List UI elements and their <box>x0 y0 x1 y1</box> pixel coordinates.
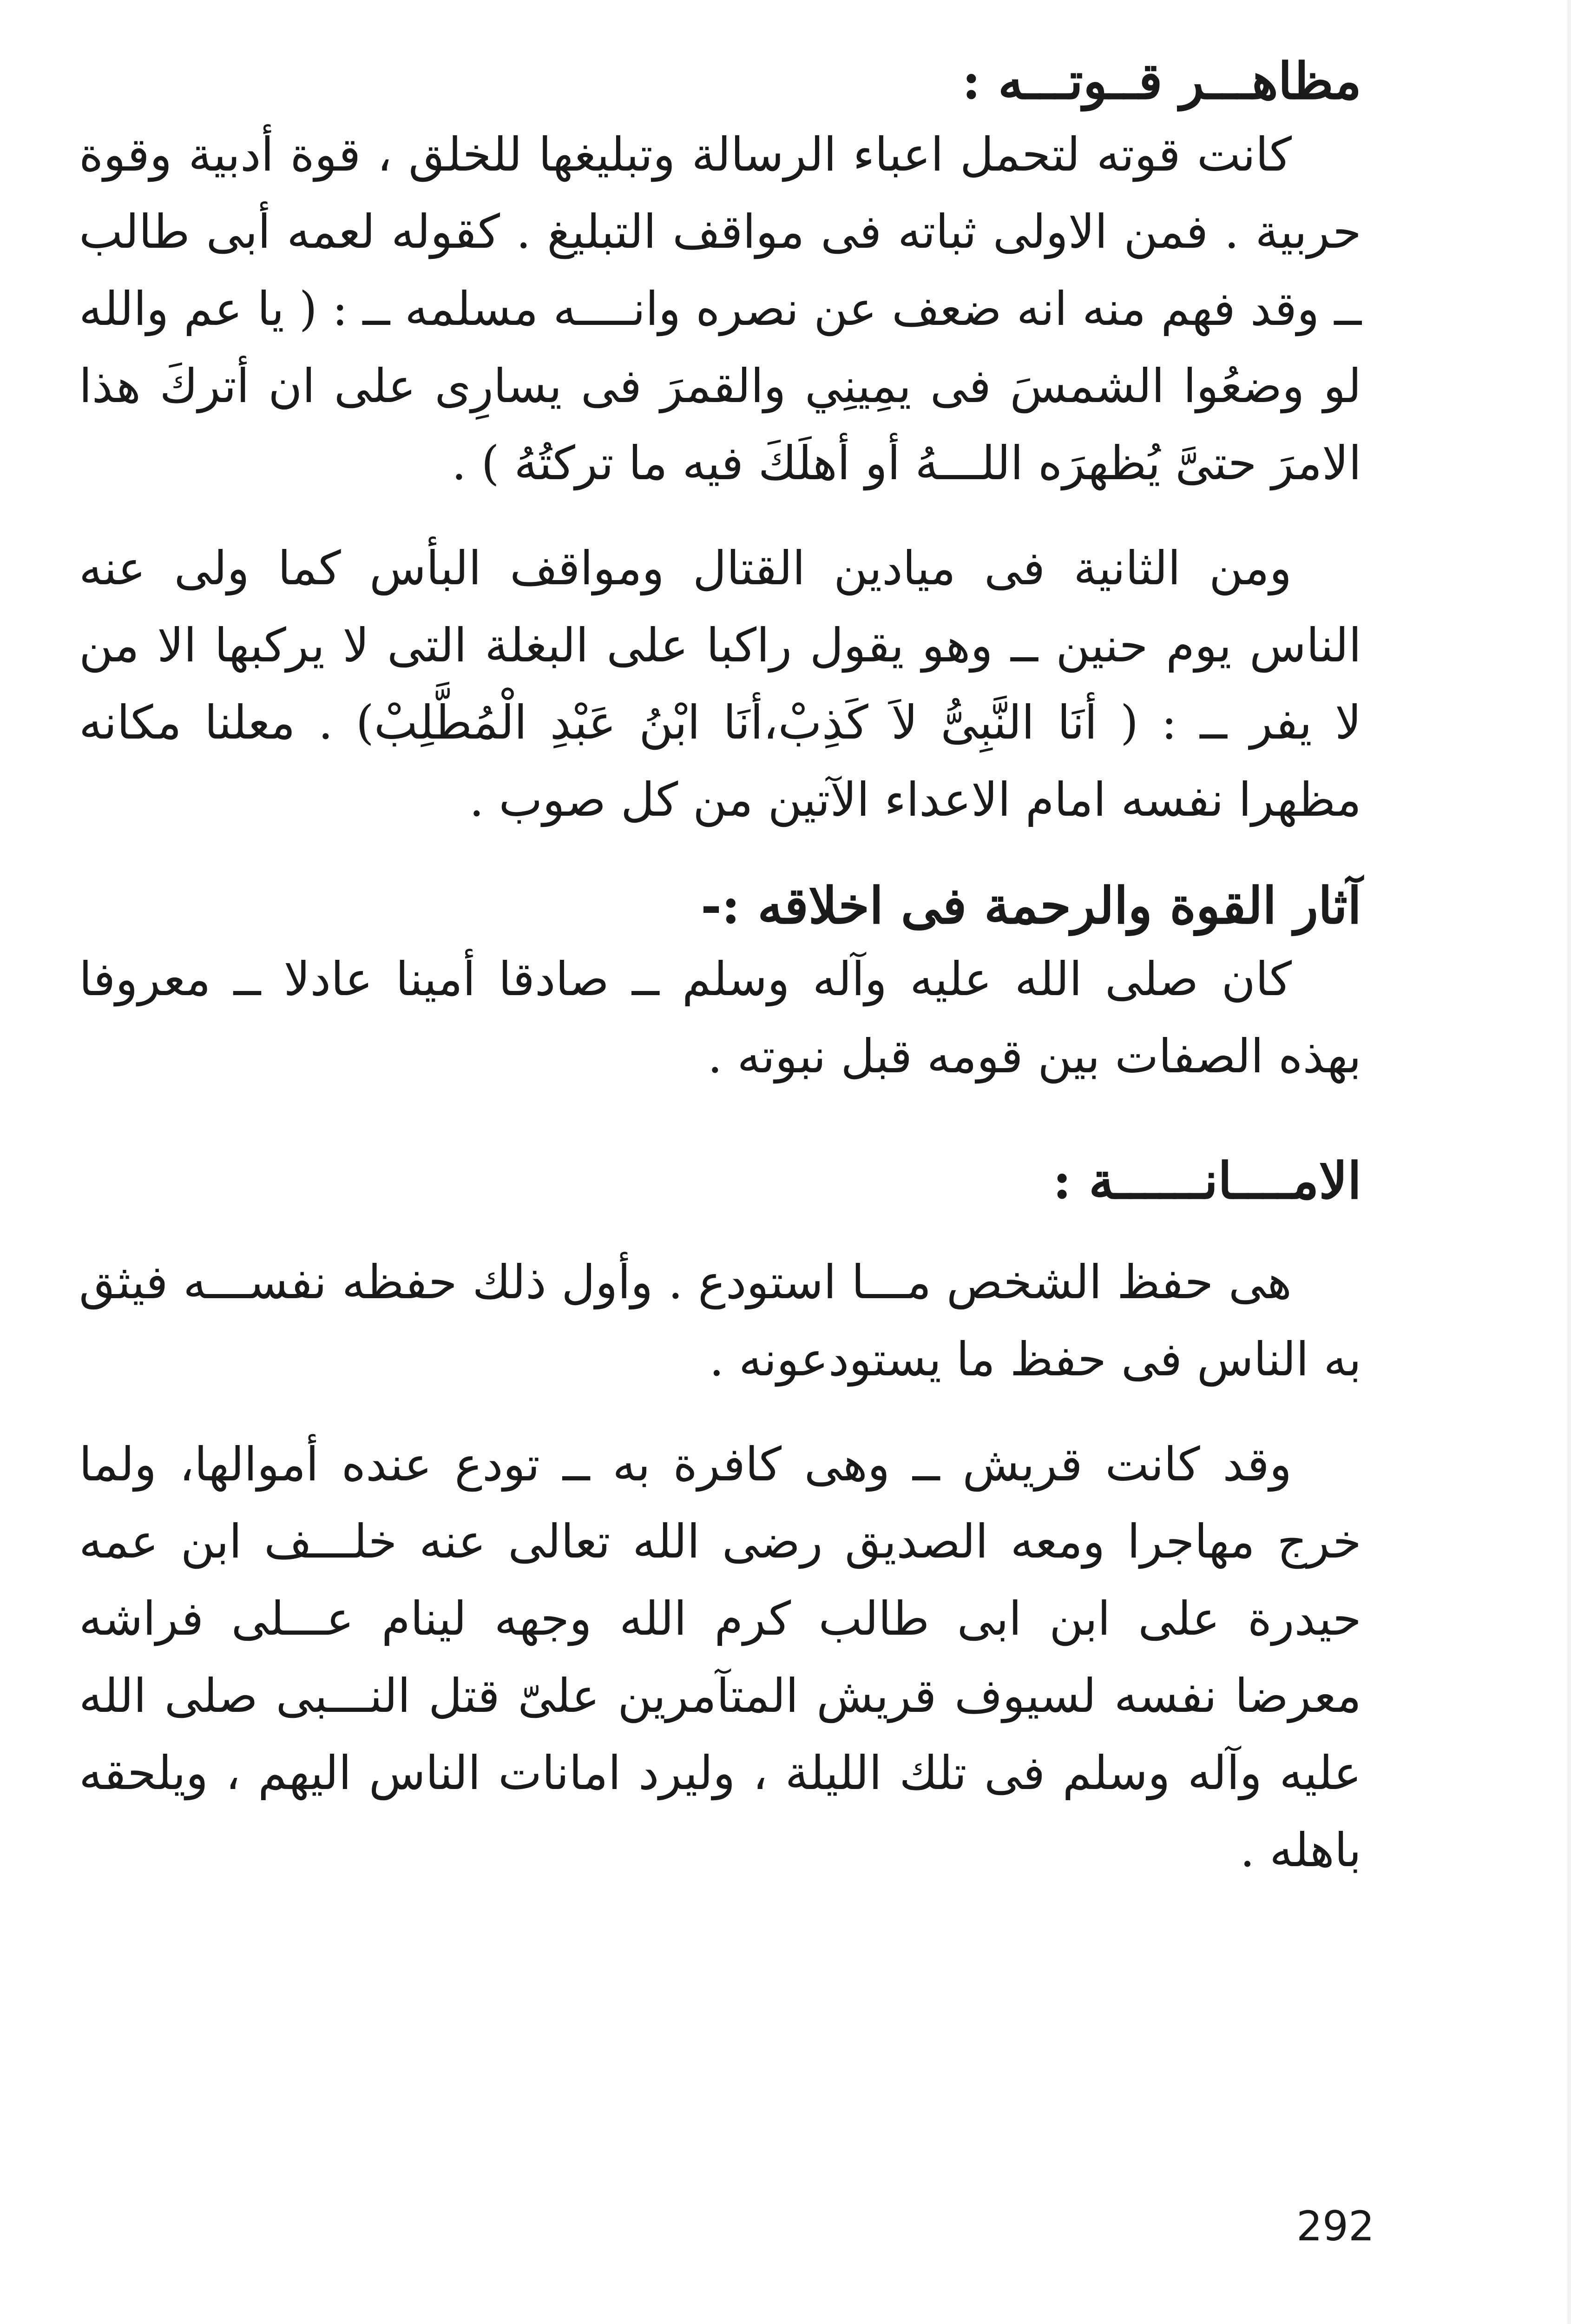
section-body-strength <box>79 116 1361 838</box>
section-heading-traits: آثار القوة والرحمة فى اخلاقه :- <box>701 877 1361 935</box>
paragraph-strength-battle: ومن الثانية فى ميادين القتال ومواقف البأس كما ولى عنه الناس يوم حنين ــ وهو يقول راكبا على البغلة التى لا يركبها الا من لا يفر ــ : ( أنَا النَّبِىُّ لاَ كَذِبْ،أنَا ابْنُ عَبْدِ الْمُطَّلِبْ) . معلنا مكانه مظهرا نفسه امام الاعداء الآتين من كل صوب . <box>79 541 1361 827</box>
section-body-traits <box>79 941 1361 1095</box>
paragraph-trust-definition: هى حفظ الشخص مـــا استودع . وأول ذلك حفظه نفســـه فيثق به الناس فى حفظ ما يستودعونه . <box>79 1255 1361 1386</box>
section-heading-trust: الامــــانــــــة : <box>1052 1152 1361 1210</box>
paragraph-strength-types: كانت قوته لتحمل اعباء الرسالة وتبليغها للخلق ، قوة أدبية وقوة حربية . فمن الاولى ثباته فى مواقف التبليغ . كقوله لعمه أبى طالب ــ وقد فهم منه انه ضعف عن نصره وانــــه مسلمه ــ : ( يا عم والله لو وضعُوا الشمسَ فى يمِينِي والقمرَ فى يسارِى على ان أتركَ هذا الامرَ حتىَّ يُظهرَه اللـــهُ أو أهلَكَ فيه ما تركتُهُ ) . <box>79 127 1361 490</box>
page-number: 292 <box>1296 2202 1374 2250</box>
section-heading-strength: مظاهـــر قــوتـــه : <box>962 52 1361 111</box>
paragraph-trust-quraysh: وقد كانت قريش ــ وهى كافرة به ــ تودع عنده أموالها، ولما خرج مهاجرا ومعه الصديق رضى الله تعالى عنه خلـــف ابن عمه حيدرة على ابن ابى طالب كرم الله وجهه لينام عـــلى فراشه معرضا نفسه لسيوف قريش المتآمرين علىّ قتل النـــبى صلى الله عليه وآله وسلم فى تلك الليلة ، وليرد امانات الناس اليهم ، ويلحقه باهله . <box>79 1437 1361 1877</box>
section-body-trust <box>79 1216 1361 1889</box>
page-edge <box>1567 0 1571 2324</box>
paragraph-traits: كان صلى الله عليه وآله وسلم ــ صادقا أمينا عادلا ــ معروفا بهذه الصفات بين قومه قبل نبوته . <box>79 952 1361 1083</box>
document-page <box>79 42 1361 2296</box>
